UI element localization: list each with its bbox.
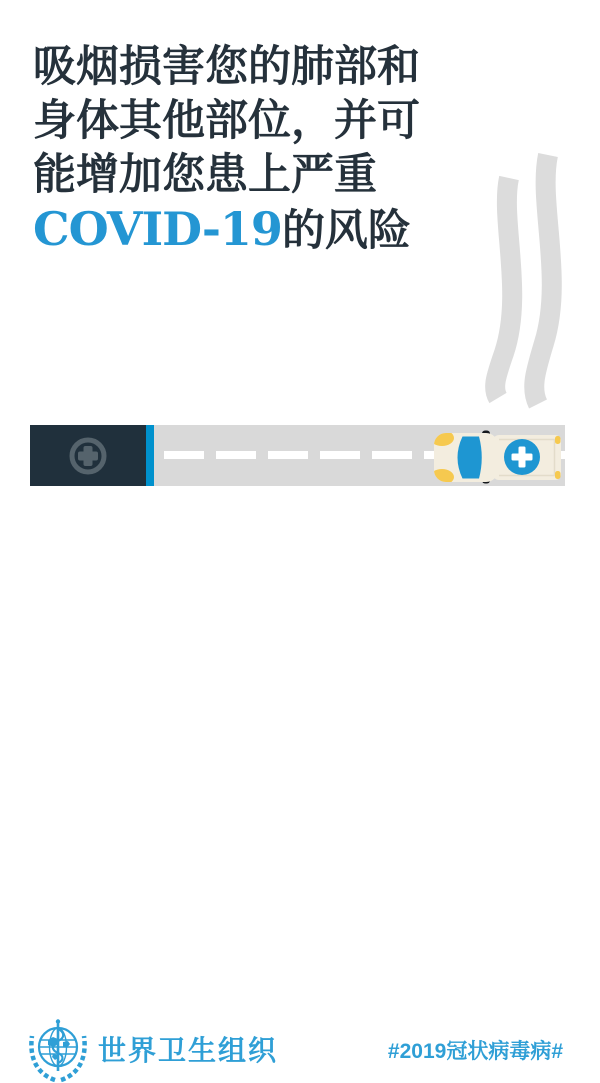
headline-line-4-suffix: 的风险 bbox=[281, 207, 411, 255]
cigarette-road-graphic bbox=[30, 425, 565, 486]
campaign-hashtag: #2019冠状病毒病# bbox=[387, 1040, 563, 1063]
headline-line-1: 吸烟损害您的肺部和 bbox=[33, 43, 420, 91]
who-emblem-icon bbox=[27, 1017, 89, 1083]
medical-cross-circle-icon bbox=[68, 436, 108, 476]
footer bbox=[0, 500, 600, 1066]
cigarette-filter bbox=[30, 425, 146, 486]
smoke-icon bbox=[478, 148, 578, 410]
headline-line-3: 能增加您患上严重 bbox=[33, 151, 377, 199]
headline-line-2: 身体其他部位，并可 bbox=[33, 97, 420, 145]
ambulance-icon bbox=[429, 429, 564, 485]
headline-line-4 bbox=[33, 202, 533, 258]
covid-19-highlight: COVID-19 bbox=[33, 202, 282, 256]
who-org-name: 世界卫生组织 bbox=[98, 1035, 279, 1066]
headline bbox=[33, 40, 533, 258]
cigarette-blue-band bbox=[146, 425, 154, 486]
cigarette-body-road bbox=[154, 425, 565, 486]
